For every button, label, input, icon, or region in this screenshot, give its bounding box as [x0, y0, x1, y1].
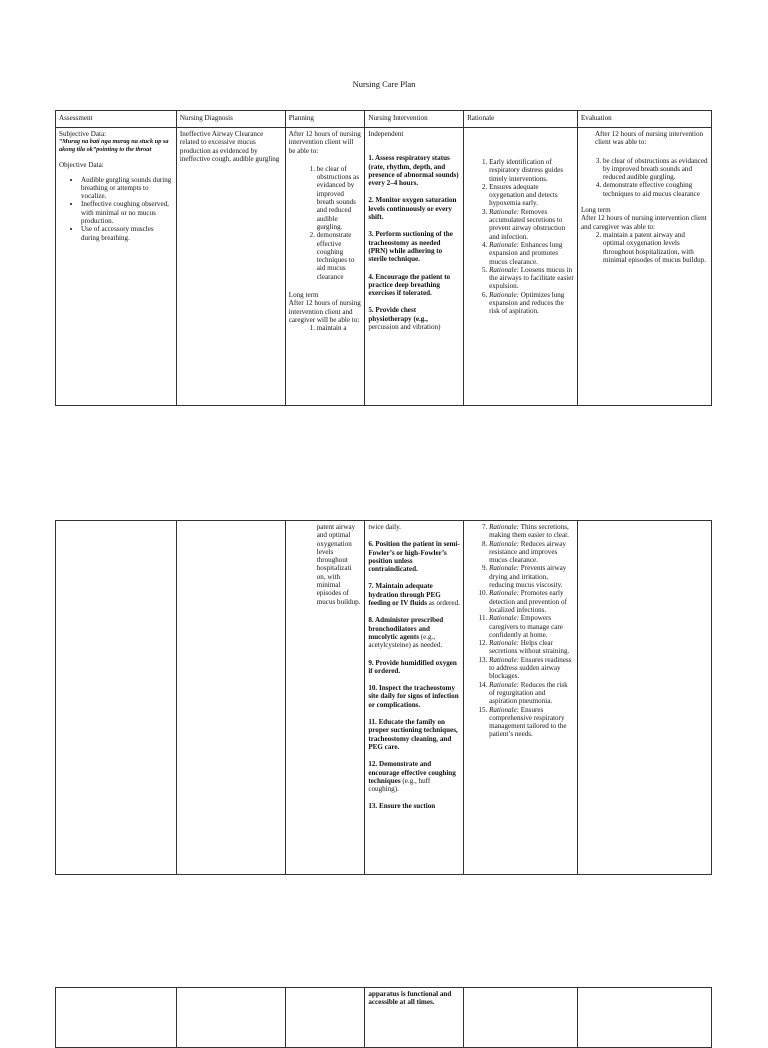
intervention-8: 8. Administer prescribed bronchodilators and mucolytic agents (e.g., acetylcysteine) as needed.: [368, 616, 444, 650]
intervention-6: 6. Position the patient in semi-Fowler’s or high-Fowler’s position unless contraindicated.: [368, 540, 460, 574]
intervention-5: 5. Provide chest physiotherapy (e.g., percussion and vibration): [368, 306, 441, 332]
intervention-4: 4. Encourage the patient to practice deep breathing exercises if tolerated.: [368, 272, 451, 298]
intervention-9: 9. Provide humidified oxygen if ordered.: [368, 658, 457, 675]
planning-long-intro: After 12 hours of nursing intervention client and caregiver will be able to:: [288, 299, 361, 324]
subjective-label: Subjective Data:: [59, 130, 107, 138]
objective-label: Objective Data:: [59, 161, 104, 170]
objective-item: • Audible gurgling sounds during breathing or attempts to vocalize.: [81, 176, 173, 201]
intervention-10: 10. Inspect the tracheostomy site daily for signs of infection or complications.: [368, 684, 459, 709]
assessment-cell: [56, 128, 177, 406]
rationale-11: 11. Rationale: Empowers caregivers to manage care confidently at home.: [489, 614, 574, 639]
header-nursing-diagnosis: Nursing Diagnosis: [176, 111, 285, 128]
header-rationale: Rationale: [464, 111, 578, 128]
evaluation-long-label: Long term: [580, 206, 611, 215]
rationale-cell-cont: [464, 521, 578, 875]
diagnosis-text: Ineffective Airway Clearance related to excessive mucus production as evidenced by ineffective cough, audible gurgling: [179, 130, 280, 163]
evaluation-goal: 4. demonstrate effective coughing techniques to aid mucus clearance: [603, 181, 708, 198]
intervention-13: 13. Ensure the suction: [368, 802, 436, 811]
planning-goal: 1. be clear of obstructions as evidanced by improved breath sounds and reduced audible gurgling.: [317, 165, 362, 231]
diagnosis-cell-cont: [176, 521, 285, 875]
intervention-7: 7. Maintain adequate hydration through PEG feeding or IV fluids as ordered.: [368, 582, 460, 608]
evaluation-cell-cont: [577, 988, 711, 1048]
intervention-cell-cont: [365, 988, 464, 1048]
rationale-cell: [464, 128, 578, 406]
rationale-list-cont: [467, 523, 574, 739]
rationale-5: 5. Rationale: Loosens mucus in the airways to facilitate easier expulsion.: [489, 266, 574, 291]
rationale-15: 15. Rationale: Ensures comprehensive respiratory management tailored to the patient’s needs.: [489, 706, 574, 739]
objective-item: • Ineffective coughing observed, with minimal or no mucus production.: [81, 200, 173, 225]
planning-long-goal: 1. maintain a: [317, 324, 362, 332]
rationale-3: 3. Rationale: Removes accumulated secretions to prevent airway obstruction and infection.: [489, 208, 574, 241]
care-plan-table-page-2: [55, 520, 712, 875]
evaluation-cell: [577, 128, 711, 406]
intervention-3: 3. Perform suctioning of the tracheostomy as needed (PRN) while adhering to sterile technique.: [368, 230, 453, 264]
planning-intro: After 12 hours of nursing intervention client will be able to:: [288, 130, 361, 155]
planning-long-label: Long term: [288, 291, 319, 300]
header-nursing-intervention: Nursing Intervention: [365, 111, 464, 128]
header-evaluation: Evaluation: [577, 111, 711, 128]
planning-long-goals: [289, 324, 362, 332]
evaluation-long-intro: After 12 hours of nursing intervention client and caregiver was able to:: [580, 214, 707, 231]
rationale-2: 2. Ensures adequate oxygenation and detects hypoxemia early.: [489, 183, 574, 208]
rationale-12: 12. Rationale: Helps clear secretions without straining.: [489, 639, 574, 656]
header-planning: Planning: [285, 111, 365, 128]
assessment-cell-cont: [56, 521, 177, 875]
evaluation-cell-cont: [577, 521, 711, 875]
rationale-1: 1. Early identification of respiratory distress guides timely interventions.: [489, 158, 574, 183]
patient-quote: “Murag na bati nga murag na stuck up sa akong tila ok”pointing to the throat: [59, 138, 169, 153]
planning-cell-cont: [285, 521, 365, 875]
intervention-11: 11. Educate the family on proper suctioning techniques, tracheostomy cleaning, and PEG care.: [368, 718, 458, 751]
rationale-cell-cont: [464, 988, 578, 1048]
planning-long-goal-cont: patent airway and optimal oxygenation levels throughout hospitalizati on, with minimal episodes of mucus buildup.: [316, 523, 361, 606]
rationale-10: 10. Rationale: Promotes early detection and prevention of localized infections.: [489, 589, 574, 614]
evaluation-long-goals: [581, 231, 708, 264]
care-plan-table-page-3: [55, 987, 712, 1048]
document-title: Nursing Care Plan: [352, 79, 416, 89]
intervention-13-cont: apparatus is functional and accessible at all times.: [368, 990, 452, 1007]
evaluation-intro: After 12 hours of nursing intervention client was able to:: [594, 130, 704, 147]
rationale-list: [467, 158, 574, 316]
intervention-cell: [365, 128, 464, 406]
intervention-1: 1. Assess respiratory status (rate, rhythm, depth, and presence of abnormal sounds) every 2–4 hours.: [368, 154, 459, 188]
diagnosis-cell-cont: [176, 988, 285, 1048]
objective-list: [59, 176, 173, 242]
rationale-13: 13. Rationale: Ensures readiness to address sudden airway blockages.: [489, 656, 574, 681]
intervention-cell-cont: [365, 521, 464, 875]
intervention-2: 2. Monitor oxygen saturation levels continuously or every shift.: [368, 196, 457, 222]
rationale-6: 6. Rationale: Optimizes lung expansion and reduces the risk of aspiration.: [489, 291, 574, 316]
rationale-7: 7. Rationale: Thins secretions, making them easier to clear.: [489, 523, 574, 540]
rationale-8: 8. Rationale: Reduces airway resistance and improves mucus clearance.: [489, 540, 574, 565]
evaluation-long-goal: 2. maintain a patent airway and optimal oxygenation levels throughout hospitalization, with minimal episodes of mucus buildup.: [603, 231, 708, 264]
rationale-4: 4. Rationale: Enhances lung expansion and promotes mucus clearance.: [489, 241, 574, 266]
intervention-12: 12. Demonstrate and encourage effective coughing techniques (e.g., huff coughing).: [368, 760, 456, 794]
planning-short-goals: [289, 165, 362, 281]
planning-cell-cont: [285, 988, 365, 1048]
care-plan-table-page-1: [55, 110, 712, 406]
intervention-5-cont: twice daily.: [368, 523, 401, 531]
objective-item: • Use of accessory muscles during breathing.: [81, 225, 173, 242]
diagnosis-cell: [176, 128, 285, 406]
rationale-9: 9. Rationale: Prevents airway drying and irritation, reducing mucus viscosity.: [489, 564, 574, 589]
planning-goal: 2. demonstrate effective coughing techniques to aid mucus clearance: [317, 231, 362, 281]
evaluation-goals: [581, 157, 708, 198]
header-assessment: Assessment: [56, 111, 177, 128]
assessment-cell-cont: [56, 988, 177, 1048]
rationale-14: 14. Rationale: Reduces the risk of regurgitation and aspiration pneumonia.: [489, 681, 574, 706]
evaluation-goal: 3. be clear of obstructions as evidanced by improved breath sounds and reduced audible gurgling.: [603, 157, 708, 182]
intervention-heading: Independent: [368, 130, 404, 138]
planning-cell: [285, 128, 365, 406]
